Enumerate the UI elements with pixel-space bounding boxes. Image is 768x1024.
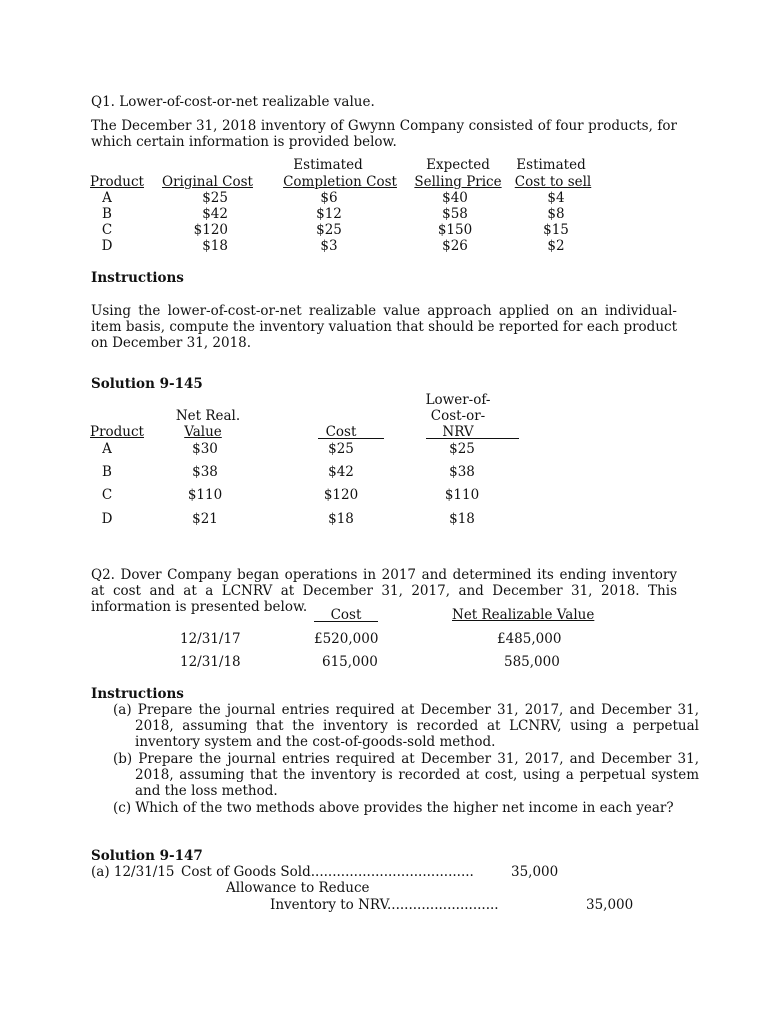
list-item: (c) Which of the two methods above provides the higher net income in each year? xyxy=(113,800,674,816)
nrv-cell: $21 xyxy=(192,511,218,527)
q1-header-selling-2: Selling Price xyxy=(414,174,502,190)
s145-header-cost: Cost xyxy=(325,424,357,440)
lcnrv-cell: $25 xyxy=(449,441,475,457)
lcnrv-cell: $18 xyxy=(449,511,475,527)
q1-header-original-cost: Original Cost xyxy=(162,174,253,190)
q1-header-sell-1: Estimated xyxy=(516,157,586,173)
selling-price-cell: $26 xyxy=(442,238,468,254)
lcnrv-cell: $38 xyxy=(449,464,475,480)
q1-header-product: Product xyxy=(90,174,144,190)
nrv-cell: $30 xyxy=(192,441,218,457)
product-cell: A xyxy=(102,441,112,457)
nrv-cell: $110 xyxy=(187,487,223,503)
journal-debit-account: Cost of Goods Sold...................................... xyxy=(181,864,474,880)
product-cell: B xyxy=(102,206,112,222)
cost-cell: $120 xyxy=(323,487,359,503)
list-item: (b) Prepare the journal entries required at December 31, 2017, and December 31, 2018, assuming that the inventory is recorded at cost, using a perpetual system and the loss method. xyxy=(113,751,699,799)
q1-title: Q1. Lower-of-cost-or-net realizable value. xyxy=(91,94,375,110)
selling-price-cell: $40 xyxy=(442,190,468,206)
original-cost-cell: $42 xyxy=(202,206,228,222)
q1-instructions-heading: Instructions xyxy=(91,270,184,286)
list-item: (a) Prepare the journal entries required at December 31, 2017, and December 31, 2018, assuming that the inventory is recorded at LCNRV, using a perpetual inventory system and the cost-of-goods-sold method. xyxy=(113,702,699,750)
original-cost-cell: $25 xyxy=(202,190,228,206)
completion-cost-cell: $25 xyxy=(316,222,342,238)
journal-credit-account-line1: Allowance to Reduce xyxy=(226,880,370,896)
completion-cost-cell: $12 xyxy=(316,206,342,222)
nrv-cell: 585,000 xyxy=(504,654,560,670)
solution-145-title: Solution 9-145 xyxy=(91,376,203,392)
s145-header-nrv-1: Net Real. xyxy=(175,408,241,424)
q1-header-completion-2: Completion Cost xyxy=(283,174,397,190)
cost-cell: $18 xyxy=(328,511,354,527)
cost-cell: 615,000 xyxy=(322,654,378,670)
cost-cell: $42 xyxy=(328,464,354,480)
nrv-cell: $38 xyxy=(192,464,218,480)
s145-cost-underline xyxy=(318,438,384,439)
product-cell: A xyxy=(102,190,112,206)
product-cell: B xyxy=(102,464,112,480)
original-cost-cell: $18 xyxy=(202,238,228,254)
s145-header-nrv-2: Value xyxy=(184,424,222,440)
s145-header-lcnrv-1: Lower-of- xyxy=(425,392,491,408)
cost-cell: $25 xyxy=(328,441,354,457)
s145-header-lcnrv-2: Cost-or- xyxy=(430,408,486,424)
q2-intro: Q2. Dover Company began operations in 2017 and determined its ending inventory at cost and at a LCNRV at December 31, 2017, and December 31, 2018. This information is presented below. xyxy=(91,567,677,615)
completion-cost-cell: $6 xyxy=(320,190,338,206)
original-cost-cell: $120 xyxy=(193,222,228,238)
q1-header-sell-2: Cost to sell xyxy=(514,174,592,190)
date-cell: 12/31/17 xyxy=(180,631,241,647)
solution-147-title: Solution 9-147 xyxy=(91,848,203,864)
journal-debit-amount: 35,000 xyxy=(511,864,559,880)
completion-cost-cell: $3 xyxy=(320,238,338,254)
nrv-cell: £485,000 xyxy=(497,631,562,647)
lcnrv-cell: $110 xyxy=(444,487,480,503)
cost-to-sell-cell: $4 xyxy=(547,190,565,206)
s145-header-product: Product xyxy=(90,424,144,440)
product-cell: C xyxy=(101,487,113,503)
q1-intro: The December 31, 2018 inventory of Gwynn Company consisted of four products, for which certain information is provided below. xyxy=(91,118,677,150)
q1-instructions-text: Using the lower-of-cost-or-net realizable value approach applied on an individual-item basis, compute the inventory valuation that should be reported for each product on December 31, 2018. xyxy=(91,303,677,351)
journal-credit-amount: 35,000 xyxy=(586,897,634,913)
s145-lcnrv-underline xyxy=(426,438,519,439)
s145-header-lcnrv-3: NRV xyxy=(442,424,474,440)
q2-header-nrv: Net Realizable Value xyxy=(452,607,595,623)
journal-credit-account-line2: Inventory to NRV.......................... xyxy=(270,897,499,913)
q2-cost-underline xyxy=(314,621,378,622)
date-cell: 12/31/18 xyxy=(180,654,241,670)
q2-instructions-heading: Instructions xyxy=(91,686,184,702)
selling-price-cell: $58 xyxy=(442,206,468,222)
cost-to-sell-cell: $2 xyxy=(547,238,565,254)
journal-date: (a) 12/31/15 xyxy=(91,864,175,880)
q1-header-selling-1: Expected xyxy=(426,157,490,173)
q2-header-cost: Cost xyxy=(330,607,362,623)
cost-to-sell-cell: $8 xyxy=(547,206,565,222)
product-cell: D xyxy=(101,238,113,254)
cost-to-sell-cell: $15 xyxy=(543,222,569,238)
cost-cell: £520,000 xyxy=(314,631,379,647)
product-cell: C xyxy=(101,222,113,238)
product-cell: D xyxy=(101,511,113,527)
selling-price-cell: $150 xyxy=(437,222,473,238)
q1-header-completion-1: Estimated xyxy=(293,157,363,173)
